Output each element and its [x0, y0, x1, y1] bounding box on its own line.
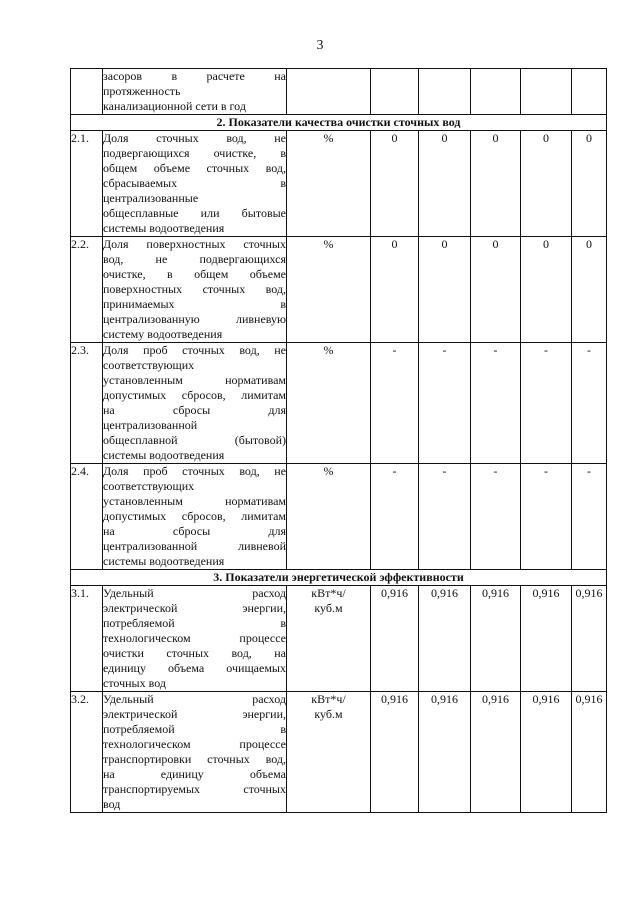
row-number: 2.2.: [71, 237, 103, 343]
description-line: транспортируемых сточных: [103, 782, 286, 796]
description-line: электрической энергии,: [103, 707, 286, 721]
description-line: соответствующих: [103, 479, 195, 493]
description-line: централизованную ливневую: [103, 312, 286, 326]
row-number: 2.4.: [71, 464, 103, 570]
row-description: [103, 464, 287, 570]
description-line: технологическом процессе: [103, 631, 286, 645]
value-cell: 0,916: [419, 692, 471, 813]
value-cell: 0: [521, 237, 572, 343]
value-cell: 0: [419, 131, 471, 237]
table-row: [71, 464, 607, 570]
description-line: системы водоотведения: [103, 221, 225, 235]
unit-line: кВт*ч/: [311, 586, 346, 600]
value-cell: -: [572, 343, 607, 464]
description-line: потребляемой в: [103, 722, 286, 736]
value-cell: 0,916: [371, 692, 419, 813]
description-line: на единицу объема: [103, 767, 286, 781]
description-line: потребляемой в: [103, 616, 286, 630]
description-line: канализационной сети в год: [103, 99, 246, 113]
table-row: [71, 343, 607, 464]
section-row: [71, 115, 607, 131]
row-unit: [287, 692, 371, 813]
value-cell: [572, 69, 607, 115]
description-line: установленным нормативам: [103, 373, 286, 387]
table-row: [71, 69, 607, 115]
row-unit: [287, 586, 371, 692]
unit-line: куб.м: [314, 707, 343, 721]
value-cell: 0,916: [471, 586, 521, 692]
value-cell: [521, 69, 572, 115]
value-cell: 0: [521, 131, 572, 237]
row-unit: %: [287, 464, 371, 570]
description-line: транспортировки сточных вод,: [103, 752, 286, 766]
description-line: вод: [103, 797, 121, 811]
description-line: единицу объема очищаемых: [103, 661, 286, 675]
row-description: [103, 343, 287, 464]
value-cell: 0: [371, 237, 419, 343]
row-description: [103, 586, 287, 692]
row-description: [103, 237, 287, 343]
description-line: технологическом процессе: [103, 737, 286, 751]
description-line: протяженность: [103, 84, 181, 98]
value-cell: -: [471, 464, 521, 570]
description-line: Доля сточных вод, не: [103, 131, 286, 145]
row-description: [103, 131, 287, 237]
description-line: централизованные: [103, 191, 199, 205]
row-number: [71, 69, 103, 115]
description-line: допустимых сбросов, лимитам: [103, 509, 286, 523]
row-number: 2.1.: [71, 131, 103, 237]
description-line: централизованной: [103, 418, 198, 432]
value-cell: 0,916: [471, 692, 521, 813]
description-line: поверхностных сточных вод,: [103, 282, 286, 296]
table-row: [71, 692, 607, 813]
value-cell: 0,916: [371, 586, 419, 692]
section-row: [71, 570, 607, 586]
description-line: общем объеме сточных вод,: [103, 161, 286, 175]
value-cell: -: [572, 464, 607, 570]
value-cell: -: [371, 343, 419, 464]
description-line: установленным нормативам: [103, 494, 286, 508]
description-line: сточных вод: [103, 676, 166, 690]
description-line: Доля проб сточных вод, не: [103, 343, 286, 357]
description-line: Доля проб сточных вод, не: [103, 464, 286, 478]
value-cell: 0: [471, 237, 521, 343]
row-unit: [287, 69, 371, 115]
unit-line: кВт*ч/: [311, 692, 346, 706]
value-cell: 0,916: [572, 586, 607, 692]
row-unit: %: [287, 131, 371, 237]
description-line: очистки сточных вод, на: [103, 646, 286, 660]
value-cell: -: [521, 343, 572, 464]
description-line: электрической энергии,: [103, 601, 286, 615]
page-number: 3: [316, 38, 324, 53]
table-row: [71, 131, 607, 237]
value-cell: [419, 69, 471, 115]
value-cell: 0: [419, 237, 471, 343]
value-cell: -: [419, 464, 471, 570]
description-line: на сбросы для: [103, 524, 286, 538]
description-line: засоров в расчете на: [103, 69, 286, 83]
description-line: общесплавной (бытовой): [103, 433, 286, 447]
description-line: Доля поверхностных сточных: [103, 237, 286, 251]
value-cell: 0,916: [419, 586, 471, 692]
value-cell: [471, 69, 521, 115]
description-line: Удельный расход: [103, 692, 286, 706]
value-cell: -: [521, 464, 572, 570]
value-cell: 0: [371, 131, 419, 237]
description-line: централизованной ливневой: [103, 539, 286, 553]
description-line: подвергающихся очистке, в: [103, 146, 286, 160]
description-line: допустимых сбросов, лимитам: [103, 388, 286, 402]
row-unit: %: [287, 343, 371, 464]
description-line: Удельный расход: [103, 586, 286, 600]
value-cell: 0: [572, 131, 607, 237]
value-cell: 0,916: [521, 586, 572, 692]
value-cell: -: [371, 464, 419, 570]
value-cell: 0: [572, 237, 607, 343]
description-line: соответствующих: [103, 358, 195, 372]
unit-line: куб.м: [314, 601, 343, 615]
description-line: вод, не подвергающихся: [103, 252, 286, 266]
section-title: 2. Показатели качества очистки сточных вод: [71, 115, 607, 131]
row-number: 3.1.: [71, 586, 103, 692]
row-number: 3.2.: [71, 692, 103, 813]
value-cell: [371, 69, 419, 115]
row-description: [103, 692, 287, 813]
description-line: систему водоотведения: [103, 327, 223, 341]
description-line: на сбросы для: [103, 403, 286, 417]
table-row: [71, 237, 607, 343]
row-number: 2.3.: [71, 343, 103, 464]
description-line: принимаемых в: [103, 297, 286, 311]
value-cell: -: [471, 343, 521, 464]
section-title: 3. Показатели энергетической эффективности: [71, 570, 607, 586]
value-cell: 0,916: [521, 692, 572, 813]
value-cell: 0,916: [572, 692, 607, 813]
table-row: [71, 586, 607, 692]
indicators-table: [70, 68, 607, 813]
description-line: очистке, в общем объеме: [103, 267, 286, 281]
row-unit: %: [287, 237, 371, 343]
description-line: сбрасываемых в: [103, 176, 286, 190]
description-line: системы водоотведения: [103, 448, 225, 462]
description-line: системы водоотведения: [103, 554, 225, 568]
row-description: [103, 69, 287, 115]
value-cell: 0: [471, 131, 521, 237]
description-line: общесплавные или бытовые: [103, 206, 286, 220]
value-cell: -: [419, 343, 471, 464]
